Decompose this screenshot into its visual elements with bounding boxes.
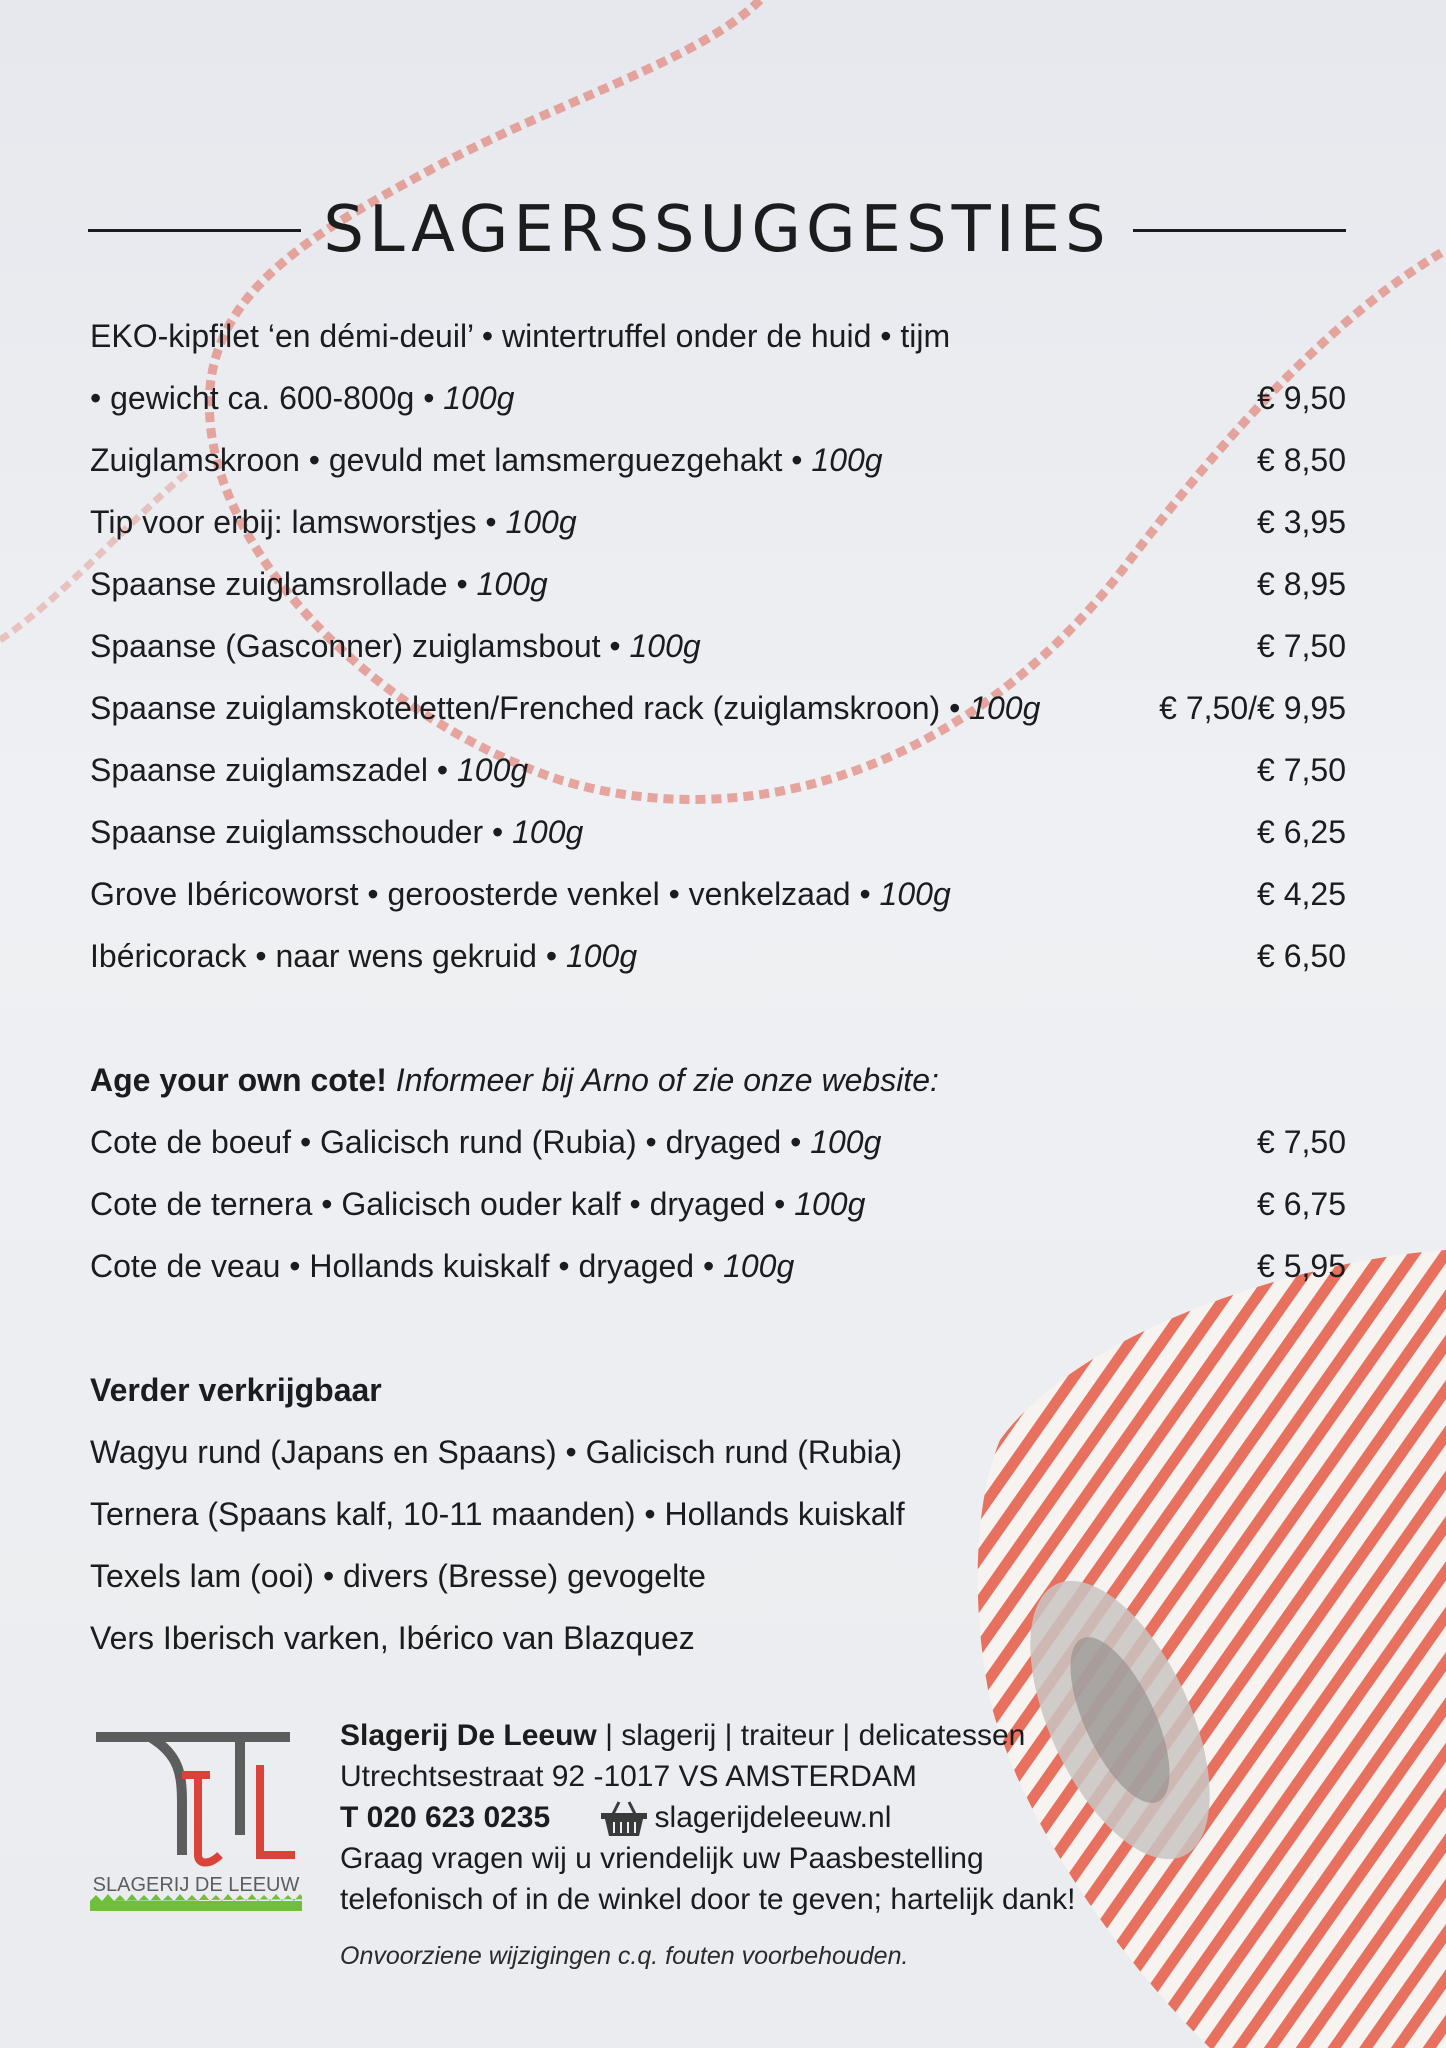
menu-item: [90, 739, 1346, 801]
menu-item: [90, 491, 1346, 553]
shop-logo: [90, 1715, 302, 1915]
menu-item: [90, 615, 1346, 677]
shop-name: Slagerij De Leeuw: [340, 1719, 597, 1752]
item-price: € 5,95: [1257, 1247, 1346, 1284]
item-name: Spaanse zuiglamsrollade •: [90, 565, 477, 602]
item-description: [90, 1186, 865, 1223]
verder-line: Wagyu rund (Japans en Spaans) • Galicisch rund (Rubia): [90, 1433, 903, 1470]
item-price: € 6,75: [1257, 1185, 1346, 1222]
title-rule-left: [88, 229, 301, 232]
item-name: Spaanse (Gasconner) zuiglamsbout •: [90, 627, 630, 664]
item-name: • gewicht ca. 600-800g •: [90, 379, 444, 416]
item-name: EKO-kipfilet ‘en démi-deuil’ • wintertruffel onder de huid • tijm: [90, 317, 951, 354]
item-unit: 100g: [512, 813, 584, 850]
item-name: Spaanse zuiglamsschouder •: [90, 813, 513, 850]
item-description: [90, 1124, 881, 1161]
message-line-2: telefonisch of in de winkel door te geven; hartelijk dank!: [340, 1883, 1076, 1917]
item-unit: 100g: [879, 875, 951, 912]
item-price: € 7,50: [1257, 1123, 1346, 1160]
item-name: Spaanse zuiglamskoteletten/Frenched rack (zuiglamskroon) •: [90, 689, 970, 726]
item-unit: 100g: [629, 627, 701, 664]
age-heading-italic: Informeer bij Arno of zie onze website:: [395, 1061, 939, 1098]
item-name: Zuiglamskroon • gevuld met lamsmerguezgehakt •: [90, 441, 812, 478]
verder-heading: [90, 1359, 1346, 1421]
message-line-1: Graag vragen wij u vriendelijk uw Paasbestelling: [340, 1842, 984, 1876]
item-price: € 7,50/€ 9,95: [1159, 689, 1346, 726]
item-price: € 6,50: [1257, 937, 1346, 974]
item-description: [90, 752, 528, 789]
item-description: [90, 1248, 794, 1285]
menu-item: [90, 801, 1346, 863]
item-description: [90, 442, 883, 479]
item-unit: 100g: [969, 689, 1041, 726]
verder-line: Ternera (Spaans kalf, 10-11 maanden) • Hollands kuiskalf: [90, 1495, 905, 1532]
item-unit: 100g: [565, 937, 638, 974]
shop-phone[interactable]: T 020 623 0235: [340, 1801, 551, 1834]
item-name: Cote de veau • Hollands kuiskalf • dryaged •: [90, 1247, 724, 1284]
item-price: € 3,95: [1257, 503, 1346, 540]
age-item: [90, 1235, 1346, 1297]
page-title: SLAGERSSUGGESTIES: [323, 193, 1111, 267]
menu-item: [90, 305, 1346, 367]
menu-item: [90, 553, 1346, 615]
item-price: € 4,25: [1257, 875, 1346, 912]
item-price: € 7,50: [1257, 751, 1346, 788]
item-unit: 100g: [505, 503, 577, 540]
verder-line: Texels lam (ooi) • divers (Bresse) gevogelte: [90, 1557, 706, 1594]
age-item: [90, 1111, 1346, 1173]
item-price: € 8,95: [1257, 565, 1346, 602]
item-description: [90, 566, 548, 603]
menu-item: [90, 863, 1346, 925]
shop-address: Utrechtsestraat 92 -1017 VS AMSTERDAM: [340, 1760, 917, 1793]
verder-line: Vers Iberisch varken, Ibérico van Blazquez: [90, 1619, 695, 1656]
menu-item: [90, 677, 1346, 739]
item-description: [90, 504, 577, 541]
menu-list: [90, 305, 1346, 1669]
item-name: Cote de ternera • Galicisch ouder kalf • dryaged •: [90, 1185, 795, 1222]
item-name: Cote de boeuf • Galicisch rund (Rubia) • dryaged •: [90, 1123, 811, 1160]
item-description: [90, 938, 637, 975]
item-description: [90, 814, 583, 851]
item-name: Tip voor erbij: lamsworstjes •: [90, 503, 506, 540]
item-unit: 100g: [810, 1123, 882, 1160]
item-unit: 100g: [456, 751, 529, 788]
age-heading: [90, 1049, 1346, 1111]
shop-info: [340, 1715, 1180, 1977]
item-description: [90, 690, 1040, 727]
title-row: [88, 190, 1346, 270]
disclaimer: Onvoorziene wijzigingen c.q. fouten voorbehouden.: [340, 1942, 909, 1971]
item-unit: 100g: [443, 379, 515, 416]
item-price: € 7,50: [1257, 627, 1346, 664]
age-item: [90, 1173, 1346, 1235]
item-unit: 100g: [723, 1247, 795, 1284]
item-description: [90, 318, 950, 355]
item-name: Ibéricorack • naar wens gekruid •: [90, 937, 566, 974]
menu-item: [90, 925, 1346, 987]
item-description: [90, 380, 514, 417]
item-description: [90, 628, 701, 665]
menu-item: [90, 367, 1346, 429]
item-name: Grove Ibéricoworst • geroosterde venkel • venkelzaad •: [90, 875, 880, 912]
shop-tagline: | slagerij | traiteur | delicatessen: [596, 1719, 1026, 1752]
item-name: Spaanse zuiglamszadel •: [90, 751, 457, 788]
basket-icon: [599, 1800, 649, 1838]
item-unit: 100g: [794, 1185, 866, 1222]
item-unit: 100g: [476, 565, 548, 602]
shop-website-link[interactable]: slagerijdeleeuw.nl: [654, 1801, 892, 1834]
item-description: [90, 876, 951, 913]
age-heading-bold: Age your own cote!: [90, 1061, 387, 1098]
item-price: € 9,50: [1257, 379, 1346, 416]
item-unit: 100g: [811, 441, 883, 478]
logo-text: SLAGERIJ DE LEEUW: [92, 1874, 300, 1896]
item-price: € 6,25: [1257, 813, 1346, 850]
item-price: € 8,50: [1257, 441, 1346, 478]
title-rule-right: [1133, 229, 1346, 232]
menu-item: [90, 429, 1346, 491]
verder-heading-text: Verder verkrijgbaar: [90, 1371, 382, 1408]
